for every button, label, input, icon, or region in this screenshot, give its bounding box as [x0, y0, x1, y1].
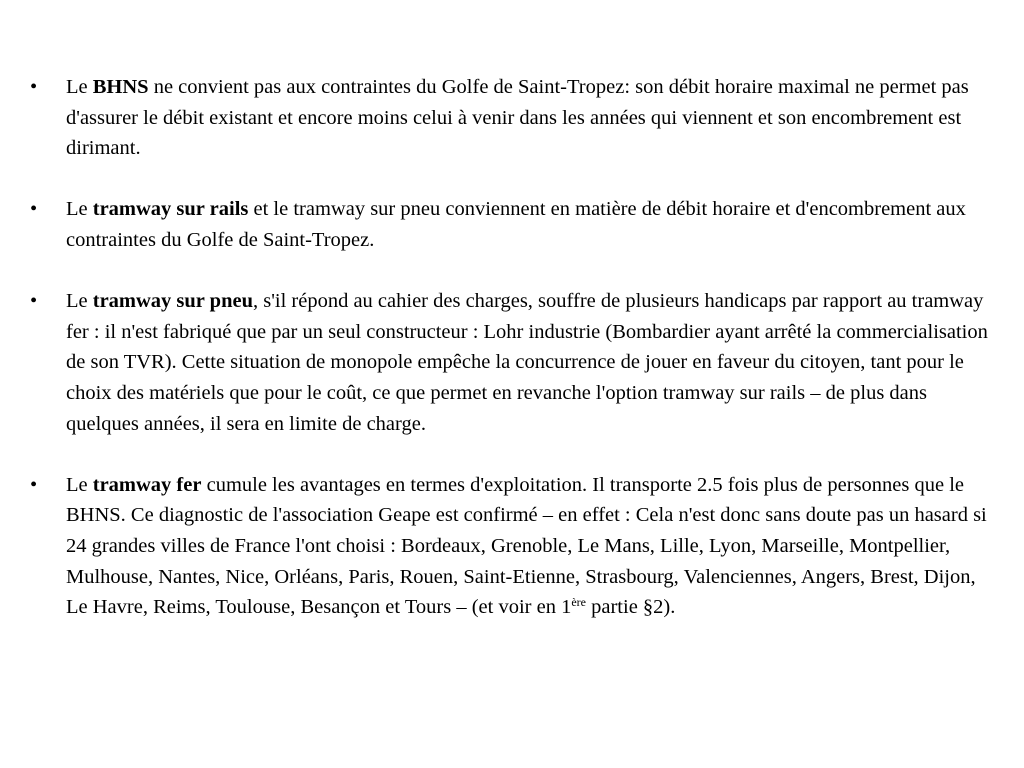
text-post: ne convient pas aux contraintes du Golfe de Saint-Tropez: son débit horaire maximal ne permet pas d'assurer le débit existant et encore moins celui à venir dans les années qui viennent et son encombrement est dirimant.: [66, 76, 969, 160]
bullet-text: [66, 290, 988, 434]
bullet-item-tramway-fer: [30, 470, 990, 623]
bullet-item-tramway-sur-pneu: [30, 286, 990, 439]
bullet-text: [66, 474, 987, 618]
bold-term: tramway fer: [92, 473, 202, 496]
text-pre: Le: [66, 198, 93, 221]
text-pre: Le: [66, 473, 93, 496]
bullet-item-tramway-sur-rails: [30, 194, 990, 255]
bullet-icon: •: [30, 290, 38, 313]
bullet-icon: •: [30, 76, 38, 98]
text-pre: Le: [66, 76, 93, 98]
text-post: , s'il répond au cahier des charges, souffre de plusieurs handicaps par rapport au tramway fer : il n'est fabriqué que par un seul constructeur : Lohr industrie (Bombardier ayant arrêté la commercialisation de son TVR). Cette situation de monopole empêche la concurrence de jouer en faveur du citoyen, tant pour le choix des matériels que pour le coût, ce que permet en revanche l'option tramway sur rails – de plus dans quelques années, il sera en limite de charge.: [66, 290, 988, 435]
bullet-list: [30, 72, 990, 623]
bullet-text: [66, 76, 969, 159]
text-post: et le tramway sur pneu conviennent en matière de débit horaire et d'encombrement aux contraintes du Golfe de Saint-Tropez.: [66, 198, 966, 251]
bullet-icon: •: [30, 198, 38, 221]
text-tail: partie §2).: [586, 596, 676, 619]
bold-term: BHNS: [92, 76, 149, 98]
superscript: ère: [571, 595, 586, 610]
bullet-icon: •: [30, 473, 38, 496]
text-pre: Le: [66, 290, 93, 313]
text-post: cumule les avantages en termes d'exploitation. Il transporte 2.5 fois plus de personnes que le BHNS. Ce diagnostic de l'association Geape est confirmé – en effet : Cela n'est donc sans doute pas un hasard si 24 grandes villes de France l'ont choisi : Bordeaux, Grenoble, Le Mans, Lille, Lyon, Marseille, Montpellier, Mulhouse, Nantes, Nice, Orléans, Paris, Rouen, Saint-Etienne, Strasbourg, Valenciennes, Angers, Brest, Dijon, Le Havre, Reims, Toulouse, Besançon et Tours – (et voir en 1: [66, 473, 987, 619]
bold-term: tramway sur rails: [92, 198, 249, 221]
bullet-text: [66, 198, 966, 251]
bullet-item-bhns: [30, 72, 990, 164]
bold-term: tramway sur pneu: [92, 290, 253, 313]
